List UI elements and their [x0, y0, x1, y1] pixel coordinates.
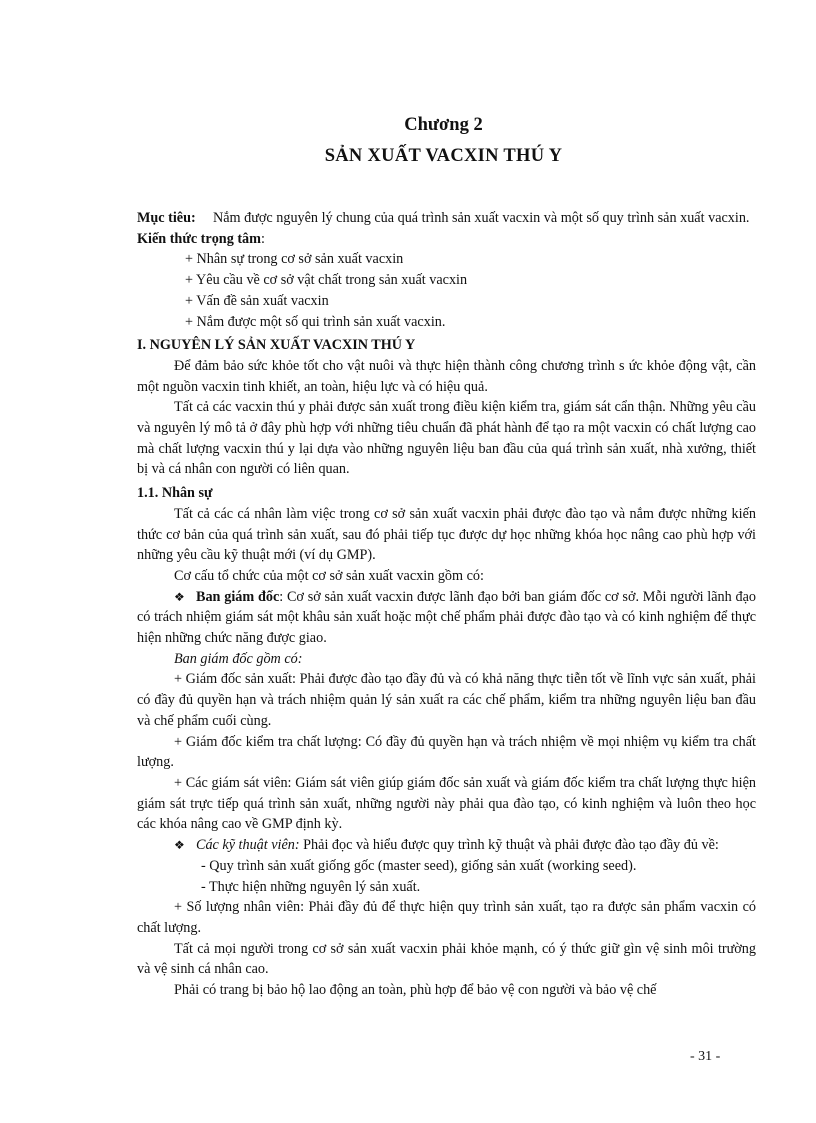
paragraph: Tất cả mọi người trong cơ sở sản xuất vacxin phải khỏe mạnh, có ý thức giữ gìn vệ sinh môi trường và vệ sinh cá nhân cao.	[137, 940, 756, 978]
paragraph: Cơ cấu tổ chức của một cơ sở sản xuất vacxin gồm có:	[174, 567, 484, 584]
chapter-number: Chương 2	[404, 115, 483, 135]
paragraph: Tất cả các vacxin thú y phải được sản xuất trong điều kiện kiểm tra, giám sát cẩn thận. Những yêu cầu và nguyên lý mô tả ở đây phù hợp với những tiêu chuẩn đã phát hành để tạo ra một vacxin có chất lượng cao mà chất lượng vacxin thú y lại dựa vào những nguyên liệu ban đầu của quá trình sản xuất, nhà xưởng, thiết bị và cá nhân con người có liên quan.	[137, 399, 756, 478]
diamond-bullet-icon: ❖	[174, 589, 185, 604]
list-item: + Vấn đề sản xuất vacxin	[185, 292, 329, 309]
core-knowledge-list	[137, 249, 756, 332]
paragraph: + Số lượng nhân viên: Phải đầy đủ để thực hiện quy trình sản xuất, tạo ra được sản phẩm vacxin có chất lượng.	[137, 899, 756, 936]
list-item: - Quy trình sản xuất giống gốc (master seed), giống sản xuất (working seed).	[201, 857, 637, 874]
diamond-bullet-icon: ❖	[174, 838, 185, 853]
chapter-title: SẢN XUẤT VACXIN THÚ Y	[324, 146, 563, 166]
page-number: - 31 -	[690, 1049, 721, 1064]
paragraph: Phải có trang bị bảo hộ lao động an toàn, phù hợp để bảo vệ con người và bảo vệ chế	[174, 982, 657, 999]
document-body	[137, 208, 756, 1001]
objective-text: Nắm được nguyên lý chung của quá trình sản xuất vacxin và một số quy trình sản xuất vacxin.	[213, 210, 750, 226]
paragraph: + Giám đốc sản xuất: Phải được đào tạo đầy đủ và có khả năng thực tiễn tốt về lĩnh vực sản xuất, phải có đầy đủ quyền hạn và trách nhiệm quản lý sản xuất ra các chế phẩm, kiểm tra những nguyên liệu ban đầu và chế phẩm cuối cùng.	[137, 671, 756, 729]
list-item: + Nhân sự trong cơ sở sản xuất vacxin	[185, 251, 404, 268]
objective-block: Mục tiêu: Nắm được nguyên lý chung của quá trình sản xuất vacxin và một số quy trình sản xuất vacxin.	[137, 208, 756, 229]
core-knowledge-heading: Kiến thức trọng tâm:	[137, 230, 265, 247]
paragraph: + Giám đốc kiểm tra chất lượng: Có đầy đủ quyền hạn và trách nhiệm về mọi nhiệm vụ kiểm tra chất lượng.	[137, 733, 756, 771]
subsection-heading: 1.1. Nhân sự	[137, 485, 213, 502]
paragraph: Để đảm bảo sức khỏe tốt cho vật nuôi và thực hiện thành công chương trình s ức khỏe động vật, cần một nguồn vacxin tinh khiết, an toàn, hiệu lực và có hiệu quả.	[137, 357, 756, 395]
board-paragraph: ❖ Ban giám đốc: Cơ sở sản xuất vacxin được lãnh đạo bởi ban giám đốc cơ sở. Mỗi người lãnh đạo có trách nhiệm giám sát một khâu sản xuất hoặc một chế phẩm phải được đào tạo và có kinh nghiệm để thực hiện những chức năng được giao.	[137, 588, 756, 647]
technicians-paragraph: ❖ Các kỹ thuật viên: Phải đọc và hiểu được quy trình kỹ thuật và phải được đào tạo đầy đủ về:	[137, 835, 756, 856]
objective-label: Mục tiêu	[137, 210, 191, 226]
list-item: + Yêu cầu về cơ sở vật chất trong sản xuất vacxin	[185, 272, 468, 289]
paragraph: + Các giám sát viên: Giám sát viên giúp giám đốc sản xuất và giám đốc kiểm tra chất lượng thực hiện giám sát trực tiếp quá trình sản xuất, những người này phải qua đào tạo, có kinh nghiệm và luôn theo học các khóa nâng cao về GMP định kỳ.	[137, 774, 756, 833]
section-heading: I. NGUYÊN LÝ SẢN XUẤT VACXIN THÚ Y	[137, 337, 416, 354]
list-item: + Nắm được một số qui trình sản xuất vacxin.	[185, 313, 446, 330]
paragraph: Tất cả các cá nhân làm việc trong cơ sở sản xuất vacxin phải được đào tạo và nắm được những kiến thức cơ bản của quá trình sản xuất, sau đó phải tiếp tục được dự học những khóa học nâng cao phù hợp với những yêu cầu kỹ thuật mới (ví dụ GMP).	[137, 505, 756, 564]
paragraph: Ban giám đốc gồm có:	[174, 650, 303, 667]
list-item: - Thực hiện những nguyên lý sản xuất.	[201, 878, 421, 895]
